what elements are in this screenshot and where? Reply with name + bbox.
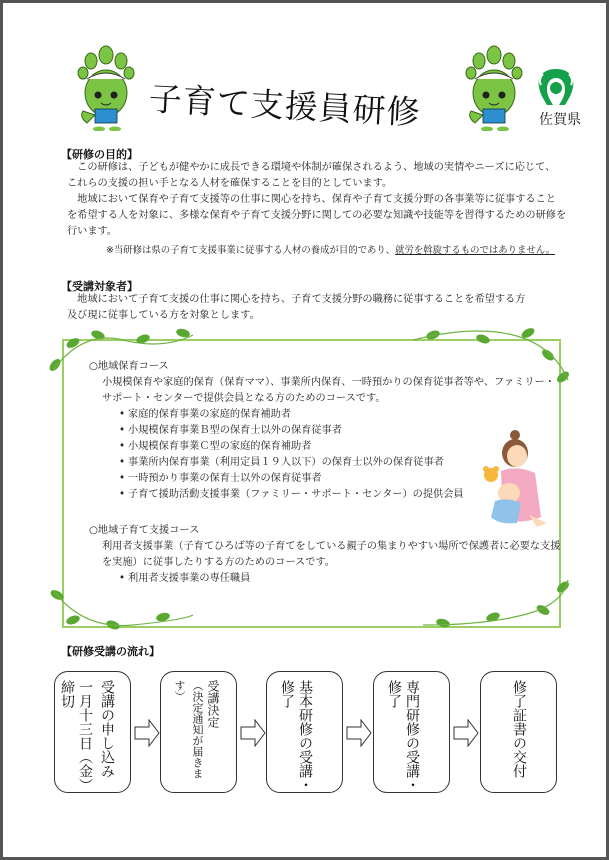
target-heading: 【受講対象者】 [61,280,138,293]
flow-step-basic-training [266,671,343,793]
flow-step-title: 修了証書の交付 [511,680,527,778]
purpose-line: を希望する人を対象に、多様な保育や子育て支援分野に関しての必要な知識や技能等を習得するための研修を [67,210,567,221]
saga-logo [535,67,577,111]
course-item: • 利用者支援事業の専任職員 [119,571,560,587]
purpose-body [67,160,566,240]
target-body [67,292,525,324]
target-line: 及び現に従事している方を対象とします。 [67,310,260,321]
course-name: ○地域保育コース [89,361,169,372]
purpose-note [106,243,555,259]
purpose-heading: 【研修の目的】 [61,148,138,161]
flow-step-decision [160,671,237,793]
flow-step-title: 専門研修の受講・修了 [386,680,420,792]
flow-step-title: 受講の申し込み [99,680,115,778]
flow-step-specialized-training [373,671,450,793]
course-desc: 小規模保育や家庭的保育（保育ママ）、事業所内保育、一時預かりの保育従事者等や、ファミリー・ [102,377,555,388]
purpose-line: この研修は、子どもが健やかに成長できる環境や体制が確保されるよう、地域の実情やニーズに応じて、 [67,162,556,173]
mascot-icon [463,45,525,131]
course-desc: を実施）に従事したりする方のためのコースです。 [102,557,335,568]
arrow-right-icon [453,719,479,747]
arrow-right-icon [240,719,266,747]
course-desc: 利用者支援事業（子育てひろば等の子育てをしている親子の集まりやすい場所で保護者に必要な支援 [102,541,561,552]
course-item: • 一時預かり事業の保育士以外の保育従事者 [119,471,555,487]
flow-heading: 【研修受講の流れ】 [61,645,160,658]
mascot-left [75,45,137,135]
flow-step-certificate [480,671,557,793]
course-item: • 小規模保育事業Ｂ型の保育士以外の保育従事者 [119,423,555,439]
course-item: • 子育て援助活動支援事業（ファミリー・サポート・センター）の提供会員 [119,487,555,503]
logo-text: 佐賀県 [539,112,581,128]
arrow-right-icon [346,719,372,747]
course-item: • 事業所内保育事業（利用定員１９人以下）の保育士以外の保育従事者 [119,455,555,471]
note-underlined-text: 就労を斡旋するものではありません。 [395,245,556,256]
purpose-line: これらの支援の担い手となる人材を確保することを目的としています。 [67,178,393,189]
saga-prefecture-emblem-icon [535,67,577,107]
mascot-right [463,45,525,135]
flow-step-detail: （決定通知が届きます） [173,680,204,779]
page-title: 子育て支援員研修 [147,79,422,133]
course-desc: サポート・センターで提供会員となる方のためのコースです。 [102,393,386,404]
course-item: • 小規模保育事業Ｃ型の家庭的保育補助者 [119,439,555,455]
flow-step-apply [54,671,131,793]
flow-step-detail: 一月十三日（金）締切 [59,680,93,792]
flow-step-title: 受講決定 [206,680,220,728]
purpose-line: 行います。 [67,226,118,237]
arrow-right-icon [134,719,160,747]
purpose-line: 地域において保育や子育て支援等の仕事に関心を持ち、保育や子育て支援分野の各事業等に従事すること [67,194,556,205]
flow-step-title: 基本研修の受講・修了 [279,680,313,792]
note-text: ※当研修は県の子育て支援事業に従事する人材の養成が目的であり、 [106,245,396,256]
course-item: • 家庭的保育事業の家庭的保育補助者 [119,407,555,423]
mother-baby-illustration-icon [477,427,549,531]
course-name: ○地域子育て支援コース [89,525,200,536]
course-regional-support [89,523,560,587]
mascot-icon [75,45,137,131]
target-line: 地域において子育て支援の仕事に関心を持ち、子育て支援分野の職務に従事することを希望する方 [67,294,526,305]
